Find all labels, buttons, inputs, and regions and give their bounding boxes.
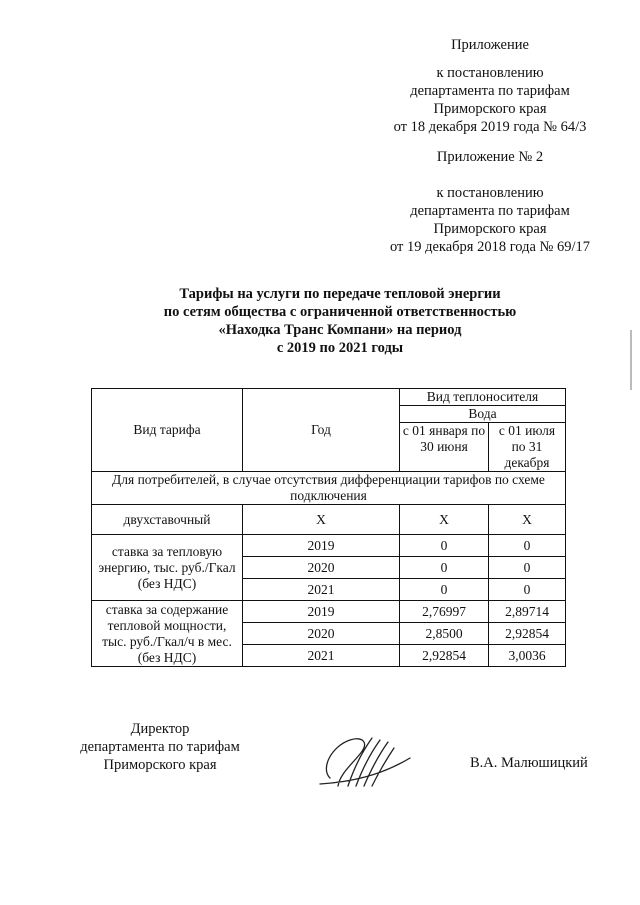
position-line: Директор bbox=[130, 721, 190, 737]
appendix-line: к постановлению bbox=[436, 185, 544, 201]
appendix-title: Приложение bbox=[451, 37, 529, 53]
title-line: Тарифы на услуги по передаче тепловой энергии bbox=[179, 286, 501, 302]
position-line: департамента по тарифам bbox=[80, 739, 240, 755]
cell-value: 0 bbox=[400, 579, 489, 601]
table-row bbox=[92, 601, 566, 623]
scan-edge-mark bbox=[630, 330, 632, 390]
cell-value: 2,76997 bbox=[400, 601, 489, 623]
cell-value: Х bbox=[400, 505, 489, 535]
cell-value: 0 bbox=[489, 579, 566, 601]
title-line: по сетям общества с ограниченной ответственностью bbox=[163, 304, 517, 320]
appendix-line: от 19 декабря 2018 года № 69/17 bbox=[389, 239, 591, 255]
appendix-line: Приморского края bbox=[433, 221, 547, 237]
appendix-line: к постановлению bbox=[436, 65, 544, 81]
row-label: двухставочный bbox=[92, 505, 243, 535]
cell-value: 0 bbox=[400, 535, 489, 557]
appendix-title: Приложение № 2 bbox=[436, 149, 544, 165]
table-header-row bbox=[92, 389, 566, 406]
cell-value: Х bbox=[489, 505, 566, 535]
table-section-row bbox=[92, 472, 566, 505]
cell-value: 0 bbox=[489, 535, 566, 557]
appendix-line: департамента по тарифам bbox=[410, 83, 570, 99]
table-row bbox=[92, 505, 566, 535]
cell-year: 2020 bbox=[243, 623, 400, 645]
header-tariff-type: Вид тарифа bbox=[92, 389, 243, 472]
cell-year: 2021 bbox=[243, 645, 400, 667]
cell-year: 2019 bbox=[243, 535, 400, 557]
cell-value: 0 bbox=[400, 557, 489, 579]
title-line: с 2019 по 2021 годы bbox=[276, 340, 404, 356]
table-row bbox=[92, 535, 566, 557]
appendix-line: департамента по тарифам bbox=[410, 203, 570, 219]
cell-year: Х bbox=[243, 505, 400, 535]
header-year: Год bbox=[243, 389, 400, 472]
signatory-position bbox=[60, 720, 260, 774]
cell-value: 0 bbox=[489, 557, 566, 579]
signatory-name: В.А. Малюшицкий bbox=[470, 755, 588, 771]
appendix-block-2 bbox=[370, 148, 610, 256]
appendix-block-1 bbox=[370, 36, 610, 136]
cell-year: 2020 bbox=[243, 557, 400, 579]
row-label: ставка за содержание тепловой мощности, тыс. руб./Гкал/ч в мес. (без НДС) bbox=[92, 601, 243, 667]
title-line: «Находка Транс Компани» на период bbox=[218, 322, 462, 338]
cell-year: 2019 bbox=[243, 601, 400, 623]
cell-value: 2,8500 bbox=[400, 623, 489, 645]
section-label: Для потребителей, в случае отсутствия дифференциации тарифов по схеме подключения bbox=[92, 472, 566, 505]
position-line: Приморского края bbox=[103, 757, 217, 773]
row-label: ставка за тепловую энергию, тыс. руб./Гкал (без НДС) bbox=[92, 535, 243, 601]
header-period-2: с 01 июля по 31 декабря bbox=[489, 423, 566, 472]
document-title bbox=[60, 285, 620, 357]
cell-value: 3,0036 bbox=[489, 645, 566, 667]
header-period-1: с 01 января по 30 июня bbox=[400, 423, 489, 472]
header-water: Вода bbox=[400, 406, 566, 423]
tariff-table bbox=[91, 388, 566, 667]
cell-value: 2,92854 bbox=[489, 623, 566, 645]
appendix-line: Приморского края bbox=[433, 101, 547, 117]
handwritten-signature bbox=[310, 728, 420, 803]
cell-year: 2021 bbox=[243, 579, 400, 601]
cell-value: 2,89714 bbox=[489, 601, 566, 623]
header-carrier: Вид теплоносителя bbox=[400, 389, 566, 406]
signature-scribble bbox=[310, 728, 420, 798]
appendix-line: от 18 декабря 2019 года № 64/3 bbox=[393, 119, 587, 135]
cell-value: 2,92854 bbox=[400, 645, 489, 667]
